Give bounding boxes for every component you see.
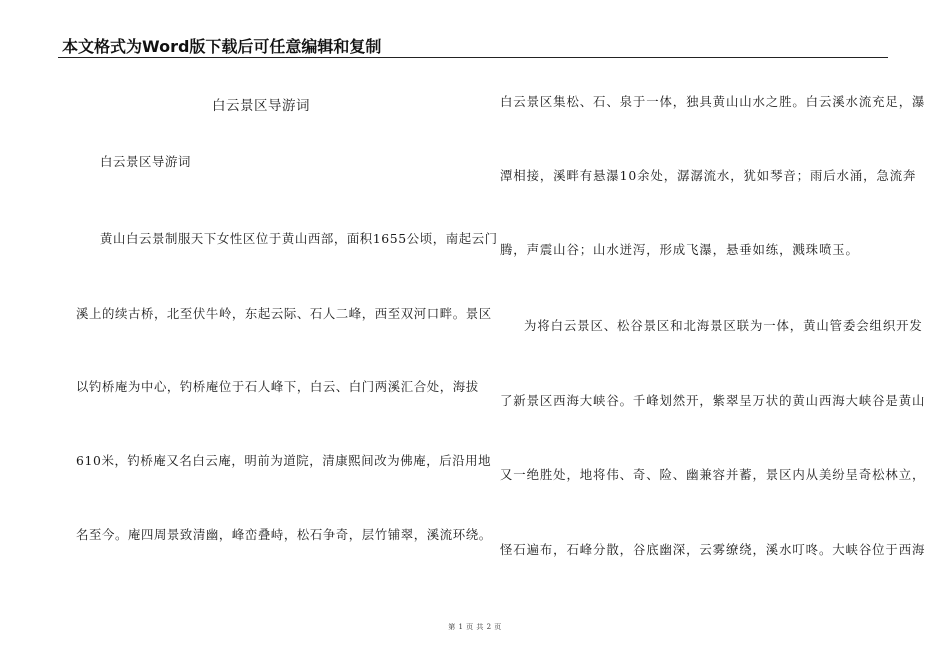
page-number: 第 1 页 共 2 页 bbox=[448, 623, 502, 631]
right-line: 白云景区集松、石、泉于一体，独具黄山山水之胜。白云溪水流充足，瀑 bbox=[500, 94, 926, 109]
right-line: 潭相接，溪畔有悬瀑10余处，潺潺流水，犹如琴音；雨后水涌，急流奔 bbox=[500, 168, 917, 183]
document-title: 白云景区导游词 bbox=[212, 98, 310, 114]
left-line: 名至今。庵四周景致清幽，峰峦叠峙，松石争奇，层竹铺翠，溪流环绕。 bbox=[76, 527, 492, 542]
header-divider bbox=[58, 57, 888, 58]
download-banner: 本文格式为Word版下载后可任意编辑和复制 bbox=[62, 37, 382, 56]
right-line: 了新景区西海大峡谷。千峰划然开，紫翠呈万状的黄山西海大峡谷是黄山 bbox=[500, 393, 926, 408]
left-line: 溪上的续古桥，北至伏牛岭，东起云际、石人二峰，西至双河口畔。景区 bbox=[76, 306, 492, 321]
right-line: 怪石遍布，石峰分散，谷底幽深，云雾缭绕，溪水叮咚。大峡谷位于西海 bbox=[500, 542, 926, 557]
left-line-subtitle: 白云景区导游词 bbox=[100, 154, 191, 169]
left-line: 黄山白云景制服天下女性区位于黄山西部，面积1655公顷，南起云门 bbox=[100, 231, 498, 246]
left-line: 以钓桥庵为中心，钓桥庵位于石人峰下，白云、白门两溪汇合处，海拔 bbox=[76, 379, 479, 394]
left-line: 610米，钓桥庵又名白云庵，明前为道院，清康熙间改为佛庵，后沿用地 bbox=[76, 453, 492, 468]
right-line: 又一绝胜处，地将伟、奇、险、幽兼容并蓄，景区内从美纷呈奇松林立， bbox=[500, 467, 926, 482]
right-line: 腾，声震山谷；山水迸泻，形成飞瀑，悬垂如练，溅珠喷玉。 bbox=[500, 242, 859, 257]
right-line: 为将白云景区、松谷景区和北海景区联为一体，黄山管委会组织开发 bbox=[524, 318, 923, 333]
